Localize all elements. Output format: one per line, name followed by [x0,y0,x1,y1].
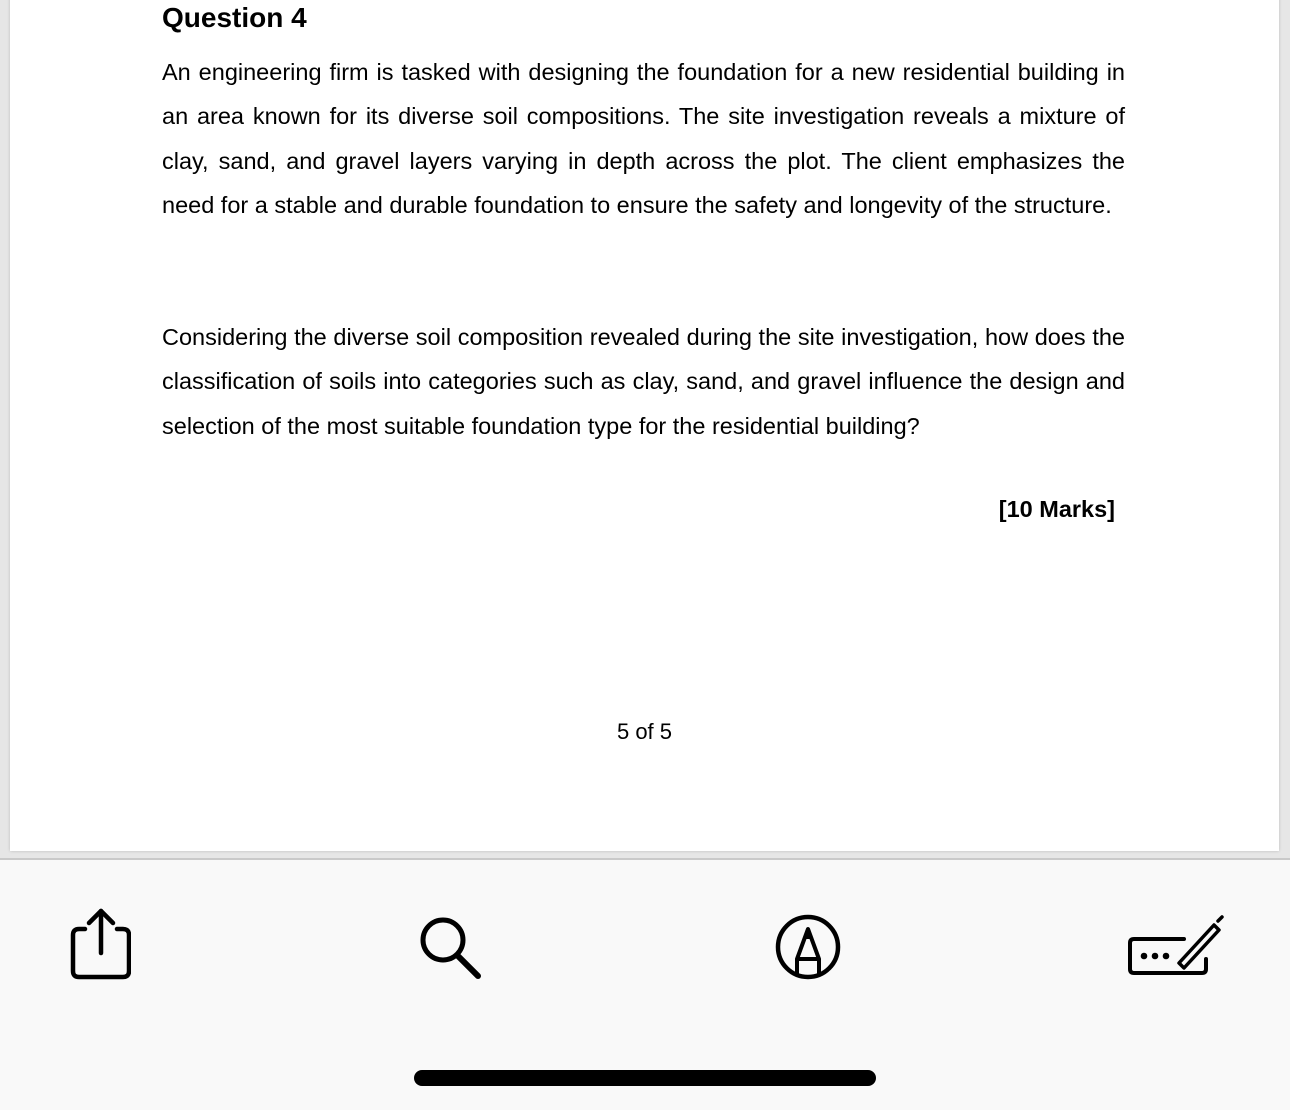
question-prompt-paragraph: Considering the diverse soil composition revealed during the site investigation, how does the classification of soils into categories such as clay, sand, and gravel influence the design and selection of the most suitable foundation type for the residential building? [162,324,1125,439]
home-indicator[interactable] [414,1070,876,1086]
share-icon [61,905,131,985]
signature-button[interactable] [1122,900,1226,990]
question-context-paragraph: An engineering firm is tasked with designing the foundation for a new residential building in an area known for its diverse soil compositions. The site investigation reveals a mixture of clay, sand, and gravel layers varying in depth across the plot. The client emphasizes the need for a stable and durable foundation to ensure the safety and longevity of the structure. [162,59,1125,218]
pdf-page [10,0,1279,851]
page-indicator: 5 of 5 [616,719,673,744]
markup-icon [763,905,843,985]
search-button[interactable] [403,900,493,990]
signature-icon [1122,905,1226,985]
bottom-toolbar [0,860,1290,1110]
share-button[interactable] [51,900,141,990]
markup-button[interactable] [758,900,848,990]
search-icon [408,905,488,985]
question-title: Question 4 [162,2,307,33]
marks-label: [10 Marks] [998,496,1115,522]
